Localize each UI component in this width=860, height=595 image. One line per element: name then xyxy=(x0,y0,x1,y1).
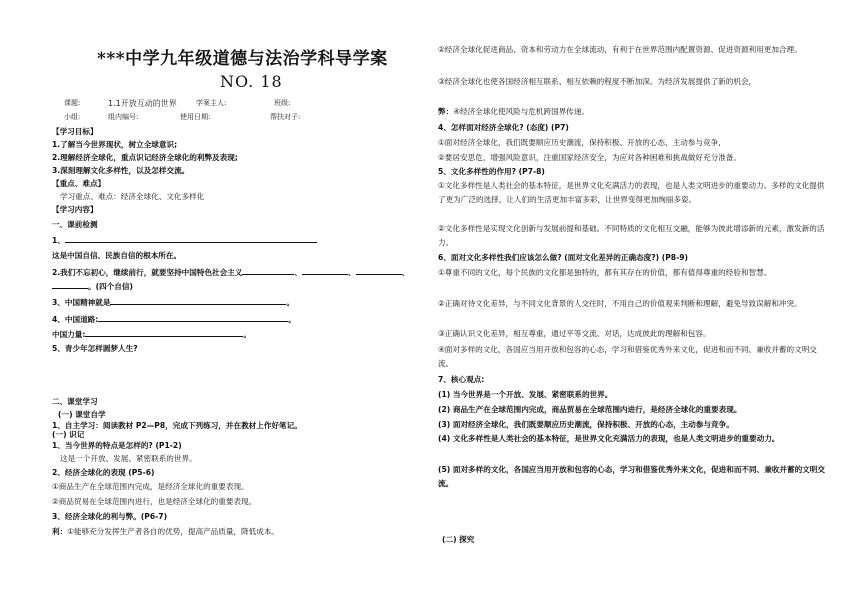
recall-answer-2-1: ①商品生产在全球范围内完成，是经济全球化的重要表现。 xyxy=(52,482,249,491)
recall-question-2: 2、经济全球化的表现 (P5-6) xyxy=(52,468,155,477)
harm-text: ④经济全球化使风险与危机跨国界传递。 xyxy=(453,107,590,116)
group-number-label: 组内编号: xyxy=(108,113,139,121)
question-1-note: 这是中国自信、民族自信的根本所在。 xyxy=(52,251,182,260)
harm-label: 弊： xyxy=(438,107,454,116)
answer-6-4: ④面对多样的文化，各国应当用开放和包容的心态，学习和借鉴优秀外来文化，促进和而不同、兼收并蓄的文明交流。 xyxy=(438,345,817,368)
fill-blank[interactable] xyxy=(98,313,288,322)
separator: 、 xyxy=(401,268,410,277)
period: 。 xyxy=(286,298,295,307)
recall-answer-2-2: ②商品贸易在全球范围内进行，也是经济全球化的重要表现。 xyxy=(52,497,257,506)
question-5-text: 中国力量: xyxy=(52,330,86,339)
author-label: 学案主人: xyxy=(196,99,227,107)
benefit-1: ①能够充分发挥生产者各自的优势，提高产品质量，降低成本。 xyxy=(67,527,280,536)
explore-heading: (二) 探究 xyxy=(442,535,475,544)
group-label: 小组: xyxy=(64,113,81,121)
question-4 xyxy=(52,313,296,326)
benefit-line xyxy=(52,526,279,538)
recall-answer-1: 这是一个开放、发展、紧密联系的世界。 xyxy=(60,454,197,463)
goal-item: 2.理解经济全球化，重点识记经济全球化的利弊及表现; xyxy=(52,153,238,162)
helper-label: 帮扶对子: xyxy=(270,113,301,121)
answer-5-2: ②文化多样性是实现文化创新与发展前提和基础。不同特质的文化相互交融，能够为彼此增添新的元素，激发新的活力。 xyxy=(438,224,825,247)
question-3-text: 3、中国精神就是 xyxy=(52,298,111,307)
key-points-text: 学习重点、难点：经济全球化、文化多样化 xyxy=(60,192,205,201)
self-study-text xyxy=(52,420,302,432)
question-6-heading: 6、面对文化多样性我们应该怎么做? (面对文化差异的正确态度?) (P8-9) xyxy=(438,253,688,262)
key-view-1: (1) 当今世界是一个开放、发展、紧密联系的世界。 xyxy=(438,390,613,399)
question-2-text: 2.我们不忘初心，继续前行，就要坚持中国特色社会主义 xyxy=(52,268,243,277)
question-7-heading: 7、核心观点: xyxy=(438,375,485,384)
key-view-5: (5) 面对多样的文化，各国应当用开放和包容的心态，学习和借鉴优秀外来文化，促进和而不同、兼收并蓄的文明交流。 xyxy=(438,465,825,488)
topic-label: 课题: xyxy=(64,99,81,107)
answer-5-1: ①文化多样性是人类社会的基本特征，是世界文化充满活力的表现，也是人类文明进步的重要动力。多样的文化提供了更为广泛的选择，让人们的生活更加丰富多彩，让世界变得更加绚丽多姿。 xyxy=(438,181,825,204)
harm-line xyxy=(438,106,589,118)
goal-item: 1.了解当今世界现状，树立全球意识; xyxy=(52,140,178,149)
question-4-heading: 4、怎样面对经济全球化? (态度) (P7) xyxy=(438,123,569,132)
period: 。 xyxy=(243,330,252,339)
goal-item: 3.深刻理解文化多样性，以及怎样交流。 xyxy=(52,166,190,175)
period: 。 xyxy=(288,315,296,324)
content-heading: 【学习内容】 xyxy=(52,205,98,214)
recall-question-1: 1、当今世界的特点是怎样的? (P1-2) xyxy=(52,441,182,450)
question-2-end xyxy=(52,280,133,293)
document-number: NO. 18 xyxy=(220,72,283,91)
page-title: ***中学九年级道德与法治学科导学案 xyxy=(97,49,388,69)
fill-blank[interactable] xyxy=(85,328,243,337)
fill-blank[interactable] xyxy=(110,296,286,305)
pre-check-heading: 一、课前检测 xyxy=(52,220,98,229)
class-label: 班级: xyxy=(274,99,291,107)
separator: 、 xyxy=(294,268,303,277)
benefit-3: ③经济全球化也使各国经济相互联系、相互依赖的程度不断加深。为经济发展提供了新的机会， xyxy=(438,77,757,86)
class-study-heading: 二、课堂学习 xyxy=(52,397,98,406)
fill-blank[interactable] xyxy=(242,266,294,275)
key-view-4: (4) 文化多样性是人类社会的基本特征，是世界文化充满活力的表现，也是人类文明进步的重要动力。 xyxy=(438,434,780,443)
self-study-instruction: 1、自主学习：阅读教材 P2—P8，完成下列练习，并在教材上作好笔记。 xyxy=(52,421,302,430)
use-date-label: 使用日期: xyxy=(180,113,211,121)
self-study-heading: (一) 课堂自学 xyxy=(58,410,106,419)
answer-6-3: ③正确认识文化差异，相互尊重，通过平等交流、对话，达成彼此的理解和包容。 xyxy=(438,329,711,338)
question-1 xyxy=(52,234,317,247)
answer-4-2: ②要居安思危，增强风险意识，注重国家经济安全，为应对各种困难和挑战做好充分准备。 xyxy=(438,153,741,162)
key-view-2: (2) 商品生产在全球范围内完成，商品贸易在全球范围内进行，是经济全球化的重要表现。 xyxy=(438,405,742,414)
question-5 xyxy=(52,328,251,341)
fill-blank[interactable] xyxy=(302,266,348,275)
goals-heading: 【学习目标】 xyxy=(52,127,98,136)
question-4-text: 4、中国道路: xyxy=(52,315,99,324)
key-points-heading: 【重点、难点】 xyxy=(52,179,106,188)
topic-value: 1.1开放互动的世界 xyxy=(108,99,177,108)
recall-heading: (一) 识记 xyxy=(52,430,85,439)
answer-6-2: ②正确对待文化差异，与不同文化背景的人交往时，不用自己的价值观来判断和理解，避免导致误解和冲突。 xyxy=(438,299,802,308)
question-2-end-text: 。(四个自信) xyxy=(88,282,133,291)
fill-blank[interactable] xyxy=(356,266,402,275)
question-3 xyxy=(52,296,294,309)
answer-6-1: ①尊重不同的文化，每个民族的文化都是独特的，都有其存在的价值，都有值得尊重的经验和智慧。 xyxy=(438,268,772,277)
question-2 xyxy=(52,266,409,279)
fill-blank[interactable] xyxy=(52,280,88,289)
question-5-heading: 5、文化多样性的作用? (P7-8) xyxy=(438,167,545,176)
question-6: 5、青少年怎样圆梦人生? xyxy=(52,344,138,353)
question-1-number: 1、 xyxy=(52,236,65,245)
benefit-2: ②经济全球化促进商品、资本和劳动力在全球流动，有利于在世界范围内配置资源、促进资源利用更加合理。 xyxy=(438,45,802,54)
answer-4-1: ①面对经济全球化，我们既要顺应历史潮流，保持积极、开放的心态，主动参与竞争， xyxy=(438,138,726,147)
key-view-3: (3) 面对经济全球化，我们既要顺应历史潮流，保持积极、开放的心态，主动参与竞争。 xyxy=(438,420,734,429)
recall-question-3: 3、经济全球化的利与弊。(P6-7) xyxy=(52,512,168,521)
fill-blank[interactable] xyxy=(65,234,317,243)
separator: 、 xyxy=(348,268,356,277)
benefit-label: 利： xyxy=(52,527,68,536)
